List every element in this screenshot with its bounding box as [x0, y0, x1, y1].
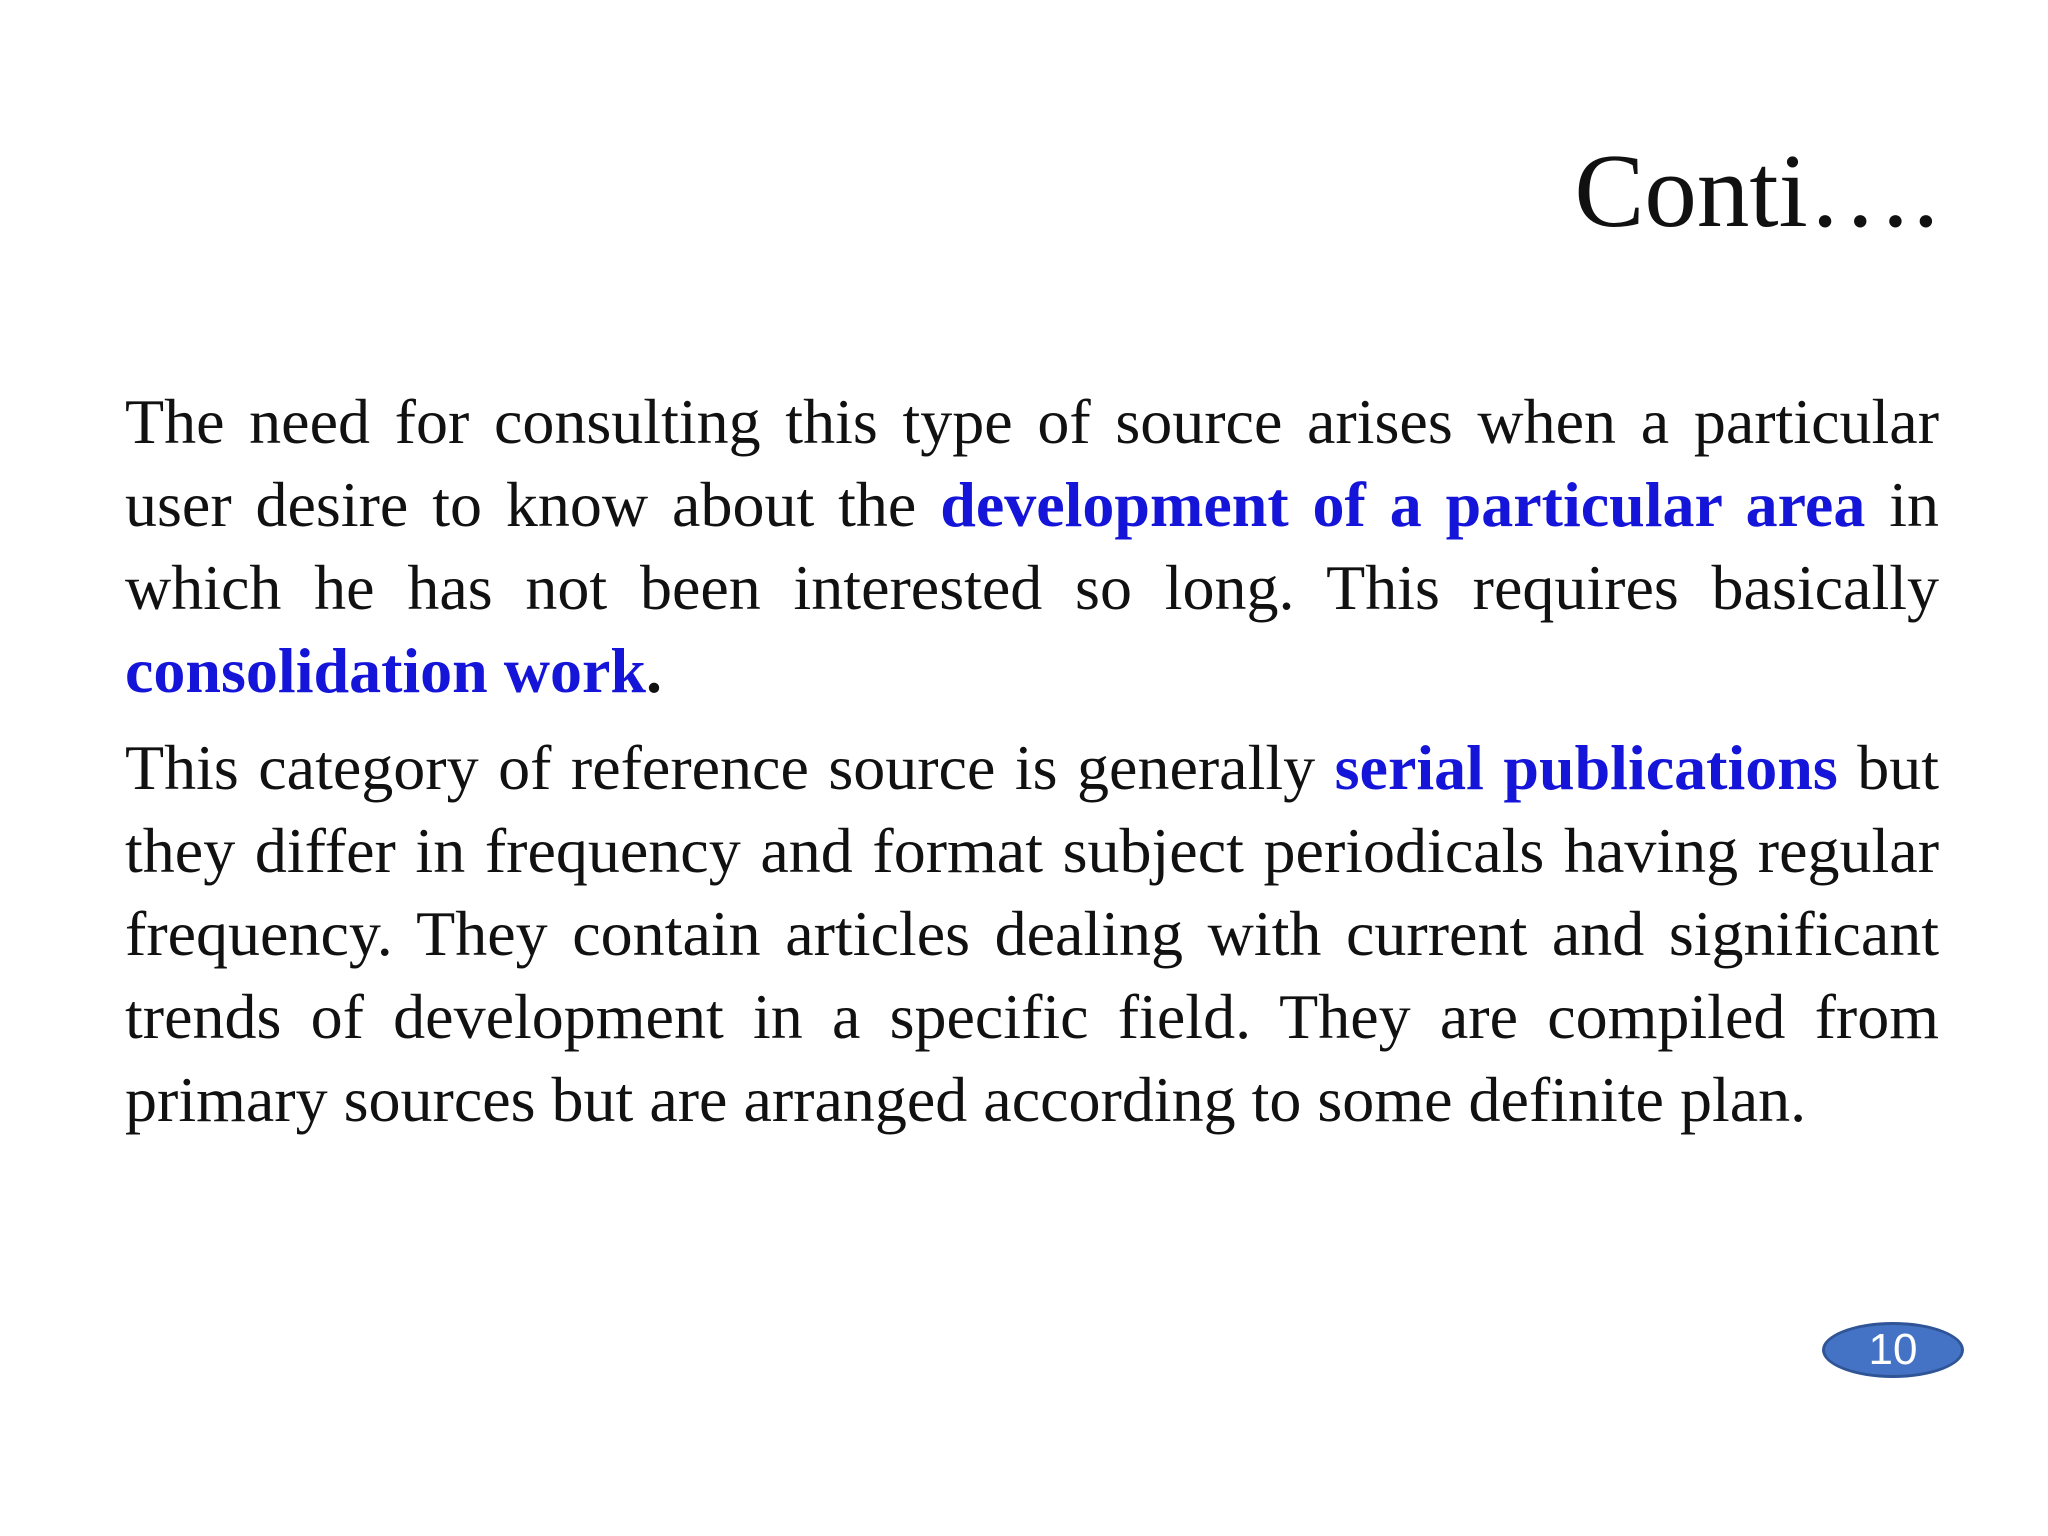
page-number-badge: 10: [1822, 1322, 1964, 1378]
paragraph-text: This category of reference source is generally: [125, 732, 1335, 803]
paragraph-text: The need for consulting this type of source arises when a particular user desire to know about the: [125, 386, 1939, 540]
paragraph-text: in which he has not been interested so long. This requires basically: [125, 469, 1940, 623]
paragraph-serial-publications: [125, 726, 1939, 1141]
slide-title: Conti….: [1574, 132, 1939, 249]
paragraph-period: .: [645, 635, 662, 706]
paragraph-text: but they differ in frequency and format subject periodicals having regular frequency. They contain articles dealing with current and significant trends of development in a specific field. They are compiled from primary sources but are arranged according to some definite plan.: [125, 732, 1940, 1135]
highlight-development-area: development of a particular area: [940, 469, 1866, 540]
highlight-serial-publications: serial publications: [1334, 732, 1838, 803]
paragraph-consulting-need: [125, 380, 1939, 712]
highlight-consolidation-work: consolidation work: [125, 635, 646, 706]
